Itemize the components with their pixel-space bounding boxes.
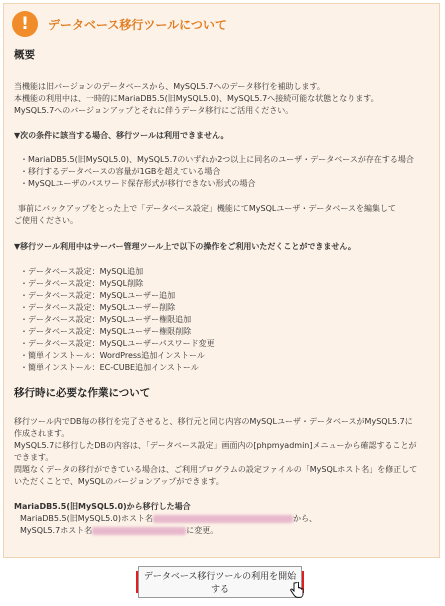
disabled-op-item: ・データベース設定：MySQL追加: [20, 267, 144, 276]
migration-host-line: [20, 513, 317, 524]
backup-note: ご使用ください。: [14, 216, 78, 225]
condition-item: ・MySQLユーザのパスワード保存形式が移行できない形式の場合: [20, 179, 256, 188]
disabled-op-item: ・データベース設定：MySQLユーザーパスワード変更: [20, 339, 215, 348]
redacted-hostname: [92, 527, 186, 535]
migration-host-line: [20, 525, 218, 536]
required-text-line: 作成されます。: [14, 429, 70, 438]
exclamation-icon: !: [12, 11, 38, 37]
disabled-op-item: ・データベース設定：MySQLユーザー権限追加: [20, 315, 192, 324]
new-host-label: MySQL5.7ホスト名: [20, 526, 93, 535]
hand-cursor-icon: [290, 582, 304, 600]
disabled-op-item: ・データベース設定：MySQLユーザー削除: [20, 303, 176, 312]
disabled-op-item: ・データベース設定：MySQL削除: [20, 279, 144, 288]
migration-heading: MariaDB5.5(旧MySQL5.0)から移行した場合: [14, 502, 191, 511]
disabled-op-item: ・簡単インストール：EC-CUBE追加インストール: [20, 363, 199, 372]
old-host-label: MariaDB5.5(旧MySQL5.0)ホスト名: [20, 514, 154, 523]
intro-line: MySQL5.7へのバージョンアップとそれに伴うデータ移行にご活用ください。: [14, 106, 294, 115]
condition-item: ・MariaDB5.5(旧MySQL5.0)、MySQL5.7のいずれか2つ以上に同名のユーザ・データベースが存在する場合: [20, 155, 414, 164]
required-text-line: いただくことで、MySQLのバージョンアップができます。: [14, 477, 224, 486]
new-host-suffix: に変更。: [186, 526, 219, 535]
disabled-op-item: ・データベース設定：MySQLユーザー権限削除: [20, 327, 192, 336]
warning-heading: ▼移行ツール利用中はサーバー管理ツール上で以下の操作をご利用いただくことができません。: [14, 242, 356, 251]
old-host-suffix: から、: [293, 514, 318, 523]
start-migration-tool-button[interactable]: [136, 571, 304, 593]
required-text-line: MySQL5.7に移行したDBの内容は、「データベース設定」画面内の[phpmyadmin]メニューから確認することが: [14, 441, 417, 450]
required-text-line: 問題なくデータの移行ができている場合は、ご利用プログラムの設定ファイルの「MySQLホスト名」を修正して: [14, 465, 418, 474]
panel-header: [12, 10, 227, 38]
required-heading: 移行時に必要な作業について: [14, 387, 151, 399]
migration-info-panel: [3, 3, 440, 558]
intro-line: 本機能の利用中は、一時的にMariaDB5.5(旧MySQL5.0)、MySQL5.7へ接続可能な状態となります。: [14, 94, 379, 103]
redacted-hostname: [153, 515, 293, 523]
panel-title: データベース移行ツールについて: [48, 17, 227, 32]
required-text-line: 移行ツール内でDB毎の移行を完了させると、移行元と同じ内容のMySQLユーザ・データベースがMySQL5.7に: [14, 417, 413, 426]
overview-heading: 概要: [14, 49, 35, 61]
disabled-op-item: ・データベース設定：MySQLユーザー追加: [20, 291, 176, 300]
required-text-line: できます。: [14, 453, 54, 462]
condition-item: ・移行するデータベースの容量が1GBを超えている場合: [20, 167, 221, 176]
disabled-op-item: ・簡単インストール：WordPress追加インストール: [20, 351, 205, 360]
condition-heading: ▼次の条件に該当する場合、移行ツールは利用できません。: [14, 131, 229, 140]
intro-line: 当機能は旧バージョンのデータベースから、MySQL5.7へのデータ移行を補助します。: [14, 82, 325, 91]
start-button-label: データベース移行ツールの利用を開始する: [138, 566, 302, 598]
backup-note: 事前にバックアップをとった上で「データベース設定」機能にてMySQLユーザ・データベースを編集して: [18, 204, 396, 213]
